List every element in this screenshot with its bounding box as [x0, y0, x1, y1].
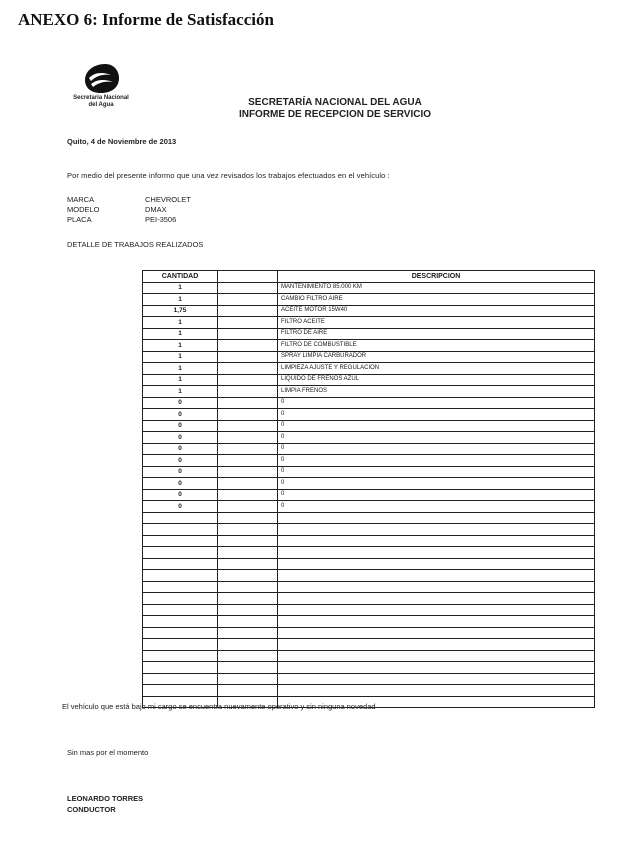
table-row	[143, 593, 595, 605]
quantity-cell: 0	[143, 420, 218, 432]
description-cell: 0	[278, 466, 595, 478]
table-row	[143, 501, 595, 513]
quantity-cell: 1	[143, 363, 218, 375]
table-row	[143, 570, 595, 582]
table-row	[143, 535, 595, 547]
quantity-cell	[143, 524, 218, 536]
blank-cell	[218, 317, 278, 329]
quantity-cell: 1	[143, 282, 218, 294]
modelo-label: MODELO	[67, 205, 100, 214]
quantity-cell: 1	[143, 328, 218, 340]
description-cell	[278, 616, 595, 628]
quantity-cell: 1	[143, 386, 218, 398]
quantity-cell	[143, 685, 218, 697]
description-cell: 0	[278, 478, 595, 490]
quantity-cell	[143, 673, 218, 685]
description-cell	[278, 512, 595, 524]
table-row	[143, 581, 595, 593]
quantity-cell: 1	[143, 317, 218, 329]
quantity-cell: 1	[143, 294, 218, 306]
quantity-cell	[143, 616, 218, 628]
works-table	[142, 270, 595, 708]
description-cell: 0	[278, 501, 595, 513]
signature-role: CONDUCTOR	[67, 805, 116, 814]
description-cell: 0	[278, 455, 595, 467]
placa-value: PEI-3506	[145, 215, 177, 224]
blank-cell	[218, 616, 278, 628]
table-row	[143, 420, 595, 432]
blank-cell	[218, 443, 278, 455]
closing-text: Sin mas por el momento	[67, 748, 149, 757]
blank-cell	[218, 489, 278, 501]
table-row	[143, 397, 595, 409]
blank-cell	[218, 328, 278, 340]
report-heading	[150, 97, 520, 121]
description-cell	[278, 650, 595, 662]
blank-cell	[218, 305, 278, 317]
field-row-modelo	[67, 205, 191, 215]
quantity-cell: 1	[143, 340, 218, 352]
quantity-cell	[143, 639, 218, 651]
blank-cell	[218, 547, 278, 559]
quantity-cell: 0	[143, 466, 218, 478]
description-cell: 0	[278, 443, 595, 455]
blank-cell	[218, 570, 278, 582]
quantity-cell: 0	[143, 478, 218, 490]
blank-cell	[218, 340, 278, 352]
description-cell	[278, 604, 595, 616]
table-row	[143, 558, 595, 570]
description-cell	[278, 535, 595, 547]
description-cell: SPRAY LIMPIA CARBURADOR	[278, 351, 595, 363]
field-row-marca	[67, 195, 191, 205]
heading-line-2: INFORME DE RECEPCION DE SERVICIO	[238, 109, 432, 120]
quantity-cell	[143, 512, 218, 524]
table-row	[143, 305, 595, 317]
blank-cell	[218, 409, 278, 421]
table-row	[143, 351, 595, 363]
blank-cell	[218, 662, 278, 674]
description-cell	[278, 662, 595, 674]
description-cell: FILTRO DE AIRE	[278, 328, 595, 340]
blank-cell	[218, 650, 278, 662]
description-cell	[278, 558, 595, 570]
description-cell	[278, 547, 595, 559]
table-row	[143, 627, 595, 639]
blank-cell	[218, 478, 278, 490]
quantity-cell	[143, 558, 218, 570]
table-row	[143, 616, 595, 628]
table-row	[143, 386, 595, 398]
blank-cell	[218, 685, 278, 697]
blank-cell	[218, 558, 278, 570]
quantity-cell	[143, 547, 218, 559]
quantity-cell: 0	[143, 443, 218, 455]
description-cell	[278, 673, 595, 685]
quantity-cell: 1,75	[143, 305, 218, 317]
header-cantidad: CANTIDAD	[143, 271, 218, 283]
blank-cell	[218, 535, 278, 547]
header-blank	[218, 271, 278, 283]
blank-cell	[218, 351, 278, 363]
quantity-cell: 1	[143, 374, 218, 386]
signature-name: LEONARDO TORRES	[67, 794, 144, 803]
table-row	[143, 547, 595, 559]
annex-title: ANEXO 6: Informe de Satisfacción	[18, 10, 274, 29]
quantity-cell: 0	[143, 432, 218, 444]
detail-label: DETALLE DE TRABAJOS REALIZADOS	[67, 240, 204, 249]
table-row	[143, 512, 595, 524]
blank-cell	[218, 294, 278, 306]
table-row	[143, 432, 595, 444]
quantity-cell	[143, 581, 218, 593]
blank-cell	[218, 593, 278, 605]
table-row	[143, 524, 595, 536]
blank-cell	[218, 673, 278, 685]
blank-cell	[218, 432, 278, 444]
description-cell: MANTENIMIENTO 85.000 KM	[278, 282, 595, 294]
field-row-placa	[67, 215, 191, 225]
table-row	[143, 443, 595, 455]
description-cell: LIMPIEZA AJUSTE Y REGULACION	[278, 363, 595, 375]
date-line: Quito, 4 de Noviembre de 2013	[67, 137, 177, 146]
logo-line-1: Secretaría Nacional	[73, 95, 129, 101]
table-header-row	[143, 271, 595, 283]
table-row	[143, 685, 595, 697]
description-cell: 0	[278, 432, 595, 444]
table-row	[143, 639, 595, 651]
table-row	[143, 673, 595, 685]
quantity-cell: 0	[143, 489, 218, 501]
description-cell: LIQUIDO DE FRENOS AZUL	[278, 374, 595, 386]
blank-cell	[218, 501, 278, 513]
description-cell	[278, 685, 595, 697]
blank-cell	[218, 627, 278, 639]
blank-cell	[218, 581, 278, 593]
description-cell	[278, 524, 595, 536]
quantity-cell: 0	[143, 397, 218, 409]
quantity-cell	[143, 650, 218, 662]
quantity-cell: 0	[143, 501, 218, 513]
table-row	[143, 604, 595, 616]
table-row	[143, 455, 595, 467]
footer-statement: El vehículo que está bajo mi cargo se encuentra nuevamente operativo y sin ninguna novedad	[62, 702, 376, 711]
quantity-cell	[143, 570, 218, 582]
quantity-cell: 0	[143, 409, 218, 421]
blank-cell	[218, 397, 278, 409]
description-cell: 0	[278, 397, 595, 409]
description-cell: CAMBIO FILTRO AIRE	[278, 294, 595, 306]
table-row	[143, 340, 595, 352]
logo-line-2: del Agua	[88, 102, 114, 108]
table-row	[143, 409, 595, 421]
quantity-cell	[143, 627, 218, 639]
blank-cell	[218, 466, 278, 478]
table-row	[143, 363, 595, 375]
description-cell: FILTRO ACEITE	[278, 317, 595, 329]
blank-cell	[218, 386, 278, 398]
logo	[66, 62, 136, 109]
blank-cell	[218, 363, 278, 375]
blank-cell	[218, 604, 278, 616]
intro-text: Por medio del presente informo que una vez revisados los trabajos efectuados en el vehículo :	[67, 171, 390, 180]
description-cell: 0	[278, 420, 595, 432]
water-drop-logo-icon	[81, 62, 121, 94]
blank-cell	[218, 455, 278, 467]
description-cell: 0	[278, 489, 595, 501]
table-row	[143, 317, 595, 329]
blank-cell	[218, 420, 278, 432]
description-cell	[278, 639, 595, 651]
table-row	[143, 328, 595, 340]
vehicle-fields	[67, 195, 191, 225]
header-descripcion: DESCRIPCION	[278, 271, 595, 283]
description-cell: ACEITE MOTOR 15W40	[278, 305, 595, 317]
blank-cell	[218, 282, 278, 294]
table-row	[143, 374, 595, 386]
quantity-cell: 0	[143, 455, 218, 467]
description-cell: 0	[278, 409, 595, 421]
blank-cell	[218, 639, 278, 651]
description-cell	[278, 593, 595, 605]
description-cell: LIMPIA FRENOS	[278, 386, 595, 398]
heading-line-1: SECRETARÍA NACIONAL DEL AGUA	[248, 97, 422, 108]
quantity-cell	[143, 662, 218, 674]
table-row	[143, 662, 595, 674]
quantity-cell: 1	[143, 351, 218, 363]
blank-cell	[218, 374, 278, 386]
logo-text	[66, 95, 136, 109]
modelo-value: DMAX	[145, 205, 167, 214]
table-row	[143, 282, 595, 294]
quantity-cell	[143, 604, 218, 616]
table-row	[143, 478, 595, 490]
quantity-cell	[143, 535, 218, 547]
table-row	[143, 489, 595, 501]
description-cell: FILTRO DE COMBUSTIBLE	[278, 340, 595, 352]
marca-label: MARCA	[67, 195, 95, 204]
description-cell	[278, 581, 595, 593]
table-row	[143, 650, 595, 662]
marca-value: CHEVROLET	[145, 195, 191, 204]
description-cell	[278, 570, 595, 582]
table-row	[143, 294, 595, 306]
placa-label: PLACA	[67, 215, 92, 224]
blank-cell	[218, 512, 278, 524]
blank-cell	[218, 524, 278, 536]
quantity-cell	[143, 593, 218, 605]
table-row	[143, 466, 595, 478]
description-cell	[278, 627, 595, 639]
